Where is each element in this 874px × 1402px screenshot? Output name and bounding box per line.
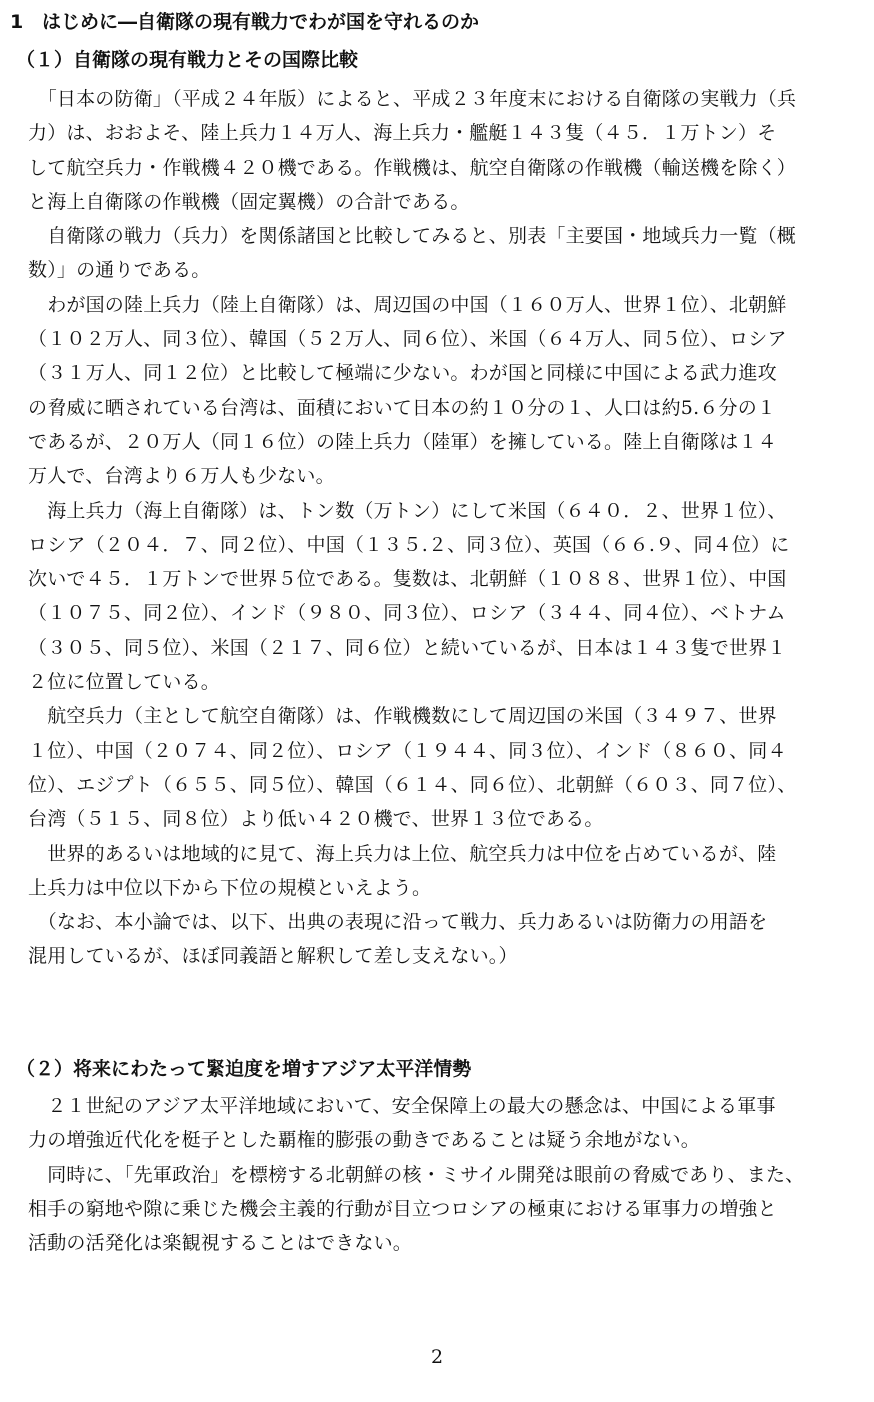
paragraph-line: であるが、２０万人（同１６位）の陸上兵力（陸軍）を擁している。陸上自衛隊は１４ bbox=[28, 430, 777, 453]
paragraph-line: 上兵力は中位以下から下位の規模といえよう。 bbox=[28, 876, 432, 899]
paragraph-line: 次いで４５．１万トンで世界５位である。隻数は、北朝鮮（１０８８、世界１位）、中国 bbox=[28, 568, 787, 591]
paragraph-line: （１０２万人、同３位）、韓国（５２万人、同６位）、米国（６４万人、同５位）、ロシア bbox=[28, 328, 787, 351]
paragraph-line: 世界的あるいは地域的に見て、海上兵力は上位、航空兵力は中位を占めているが、陸 bbox=[28, 842, 777, 865]
paragraph-line: 航空兵力（主として航空自衛隊）は、作戦機数にして周辺国の米国（３４９７、世界 bbox=[28, 705, 777, 728]
paragraph-line: ２１世紀のアジア太平洋地域において、安全保障上の最大の懸念は、中国による軍事 bbox=[28, 1095, 776, 1117]
paragraph-line: 自衛隊の戦力（兵力）を関係諸国と比較してみると、別表「主要国・地域兵力一覧（概 bbox=[28, 225, 797, 248]
paragraph-line: １位）、中国（２０７４、同２位）、ロシア（１９４４、同３位）、インド（８６０、同４ bbox=[28, 739, 787, 762]
paragraph-line: （なお、本小論では、以下、出典の表現に沿って戦力、兵力あるいは防衛力の用語を bbox=[28, 911, 768, 934]
paragraph-line: 混用しているが、ほぼ同義語と解釈して差し支えない。） bbox=[28, 945, 518, 968]
paragraph-line: 力）は、おおよそ、陸上兵力１４万人、海上兵力・艦艇１４３隻（４５．１万トン）そ bbox=[28, 122, 777, 145]
paragraph-line: 海上兵力（海上自衛隊）は、トン数（万トン）にして米国（６４０．２、世界１位）、 bbox=[28, 499, 787, 522]
section-heading-1: （１）自衛隊の現有戦力とその国際比較 bbox=[16, 49, 359, 71]
paragraph-line: 相手の窮地や隙に乗じた機会主義的行動が目立つロシアの極東における軍事力の増強と bbox=[28, 1197, 777, 1220]
section-heading-2: （２）将来にわたって緊迫度を増すアジア太平洋情勢 bbox=[16, 1058, 472, 1080]
paragraph-line: わが国の陸上兵力（陸上自衛隊）は、周辺国の中国（１６０万人、世界１位）、北朝鮮 bbox=[28, 293, 787, 316]
section-body-2 bbox=[28, 1089, 860, 1260]
paragraph-line: （３１万人、同１２位）と比較して極端に少ない。わが国と同様に中国による武力進攻 bbox=[28, 362, 777, 385]
chapter-heading bbox=[10, 6, 860, 38]
paragraph-line: 同時に、「先軍政治」を標榜する北朝鮮の核・ミサイル開発は眼前の脅威であり、また、 bbox=[28, 1163, 805, 1186]
paragraph-line: 「日本の防衛」（平成２４年版）によると、平成２３年度末における自衛隊の実戦力（兵 bbox=[28, 88, 797, 110]
paragraph-line: 数）」の通りである。 bbox=[28, 259, 211, 282]
paragraph-line: （１０７５、同２位）、インド（９８０、同３位）、ロシア（３４４、同４位）、ベトナム bbox=[28, 602, 786, 625]
page-number: 2 bbox=[430, 1346, 444, 1368]
paragraph-line: 位）、エジプト（６５５、同５位）、韓国（６１４、同６位）、北朝鮮（６０３、同７位）、 bbox=[28, 773, 797, 796]
paragraph-line: 力の増強近代化を梃子とした覇権的膨張の動きであることは疑う余地がない。 bbox=[28, 1129, 701, 1152]
paragraph-line: の脅威に晒されている台湾は、面積において日本の約１０分の１、人口は約5.６分の１ bbox=[28, 396, 777, 419]
paragraph-line: して航空兵力・作戦機４２０機である。作戦機は、航空自衛隊の作戦機（輸送機を除く） bbox=[28, 156, 797, 179]
section-body-1 bbox=[28, 82, 860, 974]
paragraph-line: と海上自衛隊の作戦機（固定翼機）の合計である。 bbox=[28, 190, 470, 213]
paragraph-line: ロシア（２０４．７、同２位）、中国（１３５.２、同３位）、英国（６６.９、同４位）に bbox=[28, 533, 790, 556]
paragraph-line: ２位に位置している。 bbox=[28, 671, 221, 694]
chapter-number: 1 bbox=[10, 11, 24, 33]
paragraph-line: 活動の活発化は楽観視することはできない。 bbox=[28, 1232, 413, 1255]
paragraph-line: （３０５、同５位）、米国（２１７、同６位）と続いているが、日本は１４３隻で世界１ bbox=[28, 636, 787, 659]
chapter-title: はじめに―自衛隊の現有戦力でわが国を守れるのか bbox=[42, 11, 480, 33]
paragraph-line: 万人で、台湾より６万人も少ない。 bbox=[28, 465, 335, 488]
paragraph-line: 台湾（５１５、同８位）より低い４２０機で、世界１３位である。 bbox=[28, 808, 604, 831]
